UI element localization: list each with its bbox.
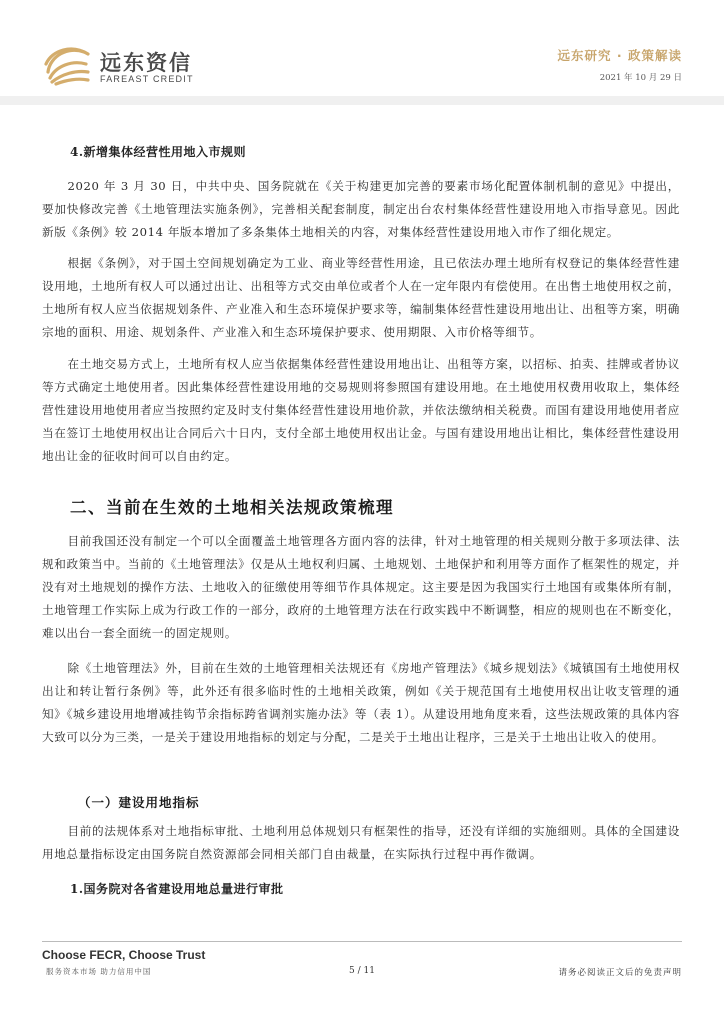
report-type: 远东研究 · 政策解读 (557, 48, 682, 63)
footer-slogan-cn: 服务资本市场 助力信用中国 (46, 967, 152, 976)
page-number: 5 / 11 (349, 966, 375, 976)
footer-slogan-en: Choose FECR, Choose Trust (42, 948, 206, 962)
sub-heading-new-collective-land-rules: 4.新增集体经营性用地入市规则 (70, 145, 247, 159)
disclaimer-notice: 请务必阅读正文后的免责声明 (558, 968, 682, 978)
report-date: 2021 年 10 月 29 日 (599, 73, 682, 83)
header-divider-band (0, 96, 724, 105)
fareast-credit-logo-icon (42, 42, 92, 86)
paragraph: 根据《条例》，对于国土空间规划确定为工业、商业等经营性用途，且已依法办理土地所有权登记的集体经营性建设用地，土地所有权人可以通过出让、出租等方式交由单位或者个人在一定年限内有偿使用。在出售土地使用权之前，土地所有权人应当依据规划条件、产业准入和生态环境保护要求等，编制集体经营性建设用地出让、出租等方案，明确宗地的面积、用途、规划条件、产业准入和生态环境保护要求、使用期限、入市价格等细节。 (42, 256, 680, 339)
footer-divider (42, 941, 682, 942)
paragraph: 目前我国还没有制定一个可以全面覆盖土地管理各方面内容的法律，针对土地管理的相关规则分散于多项法律、法规和政策当中。当前的《土地管理法》仅是从土地权利归属、土地规划、土地保护和利用等方面作了框架性的规定，并没有对土地规划的操作方法、土地收入的征缴使用等细节作具体规定。这主要是因为我国实行土地国有或集体所有制，土地管理工作实际上成为行政工作的一部分，政府的土地管理方法在行政实践中不断调整，相应的规则也在不断变化，难以出台一套全面统一的固定规则。 (42, 534, 680, 640)
page-header (0, 0, 724, 104)
paragraph: 除《土地管理法》外，目前在生效的土地管理相关法规还有《房地产管理法》《城乡规划法》《城镇国有土地使用权出让和转让暂行条例》等，此外还有很多临时性的土地相关政策，例如《关于规范国有土地使用权出让收支管理的通知》《城乡建设用地增减挂钩节余指标跨省调剂实施办法》等（表 1）。从建设用地角度来看，这些法规政策的具体内容大致可以分为三类，一是关于建设用地指标的划定与分配，二是关于土地出让程序，三是关于土地出让收入的使用。 (42, 661, 680, 744)
brand-name-en: FAREAST CREDIT (100, 74, 194, 84)
section-heading-current-regulations: 二、当前在生效的土地相关法规政策梳理 (70, 498, 394, 517)
brand-name-cn: 远东资信 (100, 51, 192, 75)
paragraph: 在土地交易方式上，土地所有权人应当依据集体经营性建设用地出让、出租等方案，以招标、拍卖、挂牌或者协议等方式确定土地使用者。因此集体经营性建设用地的交易规则将参照国有建设用地。在土地使用权费用收取上，集体经营性建设用地使用者应当按照约定及时支付集体经营性建设用地价款，并依法缴纳相关税费。而国有建设用地使用者应当在签订土地使用权出让合同后六十日内，支付全部土地使用权出让金。与国有建设用地出让相比，集体经营性建设用地出让金的征收时间可以自由约定。 (42, 357, 680, 463)
minor-heading-land-quota: （一）建设用地指标 (78, 795, 200, 810)
paragraph: 2020 年 3 月 30 日，中共中央、国务院就在《关于构建更加完善的要素市场化配置体制机制的意见》中提出，要加快修改完善《土地管理法实施条例》，完善相关配套制度，制定出台农村集体经营性建设用地入市指导意见。因此新版《条例》较 2014 年版本增加了多条集体土地相关的内容，对集体经营性建设用地入市作了细化规定。 (42, 179, 680, 239)
paragraph: 目前的法规体系对土地指标审批、土地利用总体规划只有框架性的指导，还没有详细的实施细则。具体的全国建设用地总量指标设定由国务院自然资源部会同相关部门自由裁量，在实际执行过程中再作微调。 (42, 824, 680, 861)
sub-heading-state-council-approval: 1.国务院对各省建设用地总量进行审批 (70, 882, 284, 896)
